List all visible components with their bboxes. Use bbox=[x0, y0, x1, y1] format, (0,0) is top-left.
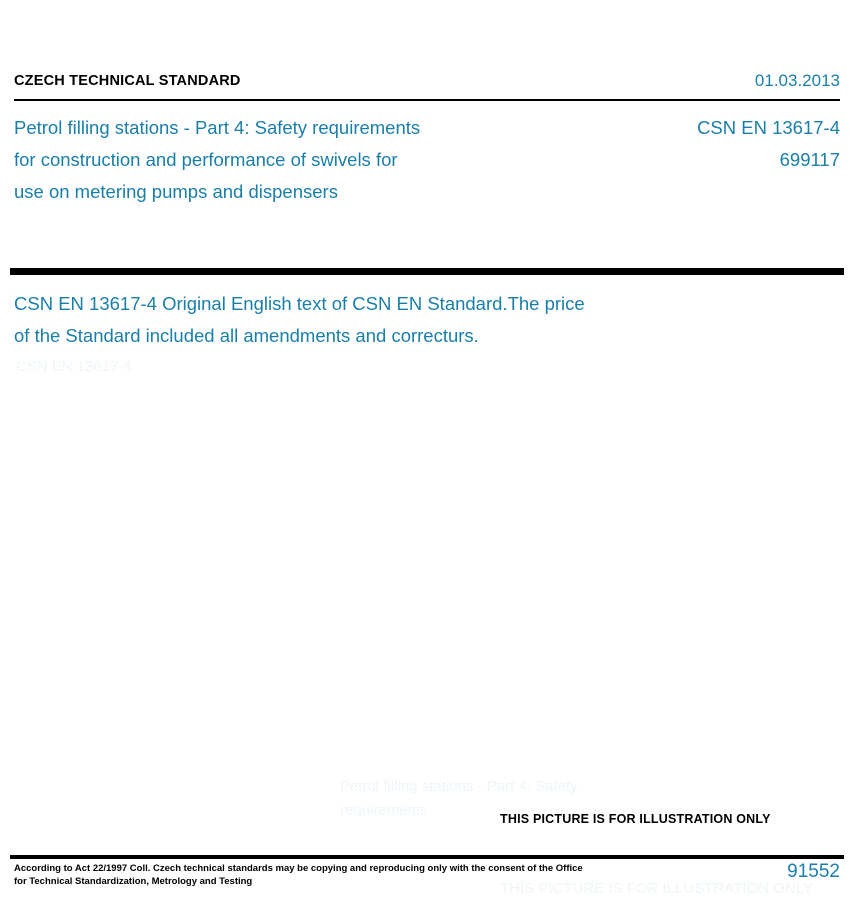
title-divider bbox=[10, 268, 844, 275]
abstract-line-1: CSN EN 13617-4 Original English text of CSN EN Standard.The price bbox=[14, 293, 585, 314]
illustration-disclaimer: THIS PICTURE IS FOR ILLUSTRATION ONLY bbox=[500, 812, 771, 826]
document-header bbox=[14, 72, 840, 89]
watermark-text-illustration: THIS PICTURE IS FOR ILLUSTRATION ONLY bbox=[500, 880, 813, 897]
standard-catalog-number: 699117 bbox=[779, 149, 840, 170]
document-title bbox=[14, 112, 420, 208]
footer-divider bbox=[10, 855, 844, 859]
watermark-text-standard: CSN EN 13617-4 bbox=[16, 358, 132, 375]
watermark-text-title-1: Petrol filling stations - Part 4: Safety bbox=[340, 778, 578, 795]
copyright-note bbox=[14, 862, 583, 888]
watermark-text-title-2: requirements bbox=[340, 802, 428, 819]
document-title-line-2: for construction and performance of swivels for bbox=[14, 149, 398, 170]
document-abstract bbox=[14, 288, 784, 352]
title-block bbox=[14, 112, 840, 208]
copyright-note-line-2: for Technical Standardization, Metrology and Testing bbox=[14, 876, 253, 887]
header-divider bbox=[14, 99, 840, 101]
document-title-line-3: use on metering pumps and dispensers bbox=[14, 181, 338, 202]
abstract-line-2: of the Standard included all amendments and correcturs. bbox=[14, 325, 479, 346]
copyright-note-line-1: According to Act 22/1997 Coll. Czech technical standards may be copying and reproducing only with the consent of the Office bbox=[14, 863, 583, 874]
standard-code-block bbox=[697, 112, 840, 176]
document-footer bbox=[14, 862, 840, 888]
publication-date: 01.03.2013 bbox=[754, 71, 840, 90]
footer-order-number: 91552 bbox=[787, 861, 840, 882]
document-kind-label: CZECH TECHNICAL STANDARD bbox=[14, 73, 241, 89]
standard-designation: CSN EN 13617-4 bbox=[697, 117, 840, 138]
document-title-line-1: Petrol filling stations - Part 4: Safety requirements bbox=[14, 117, 421, 138]
